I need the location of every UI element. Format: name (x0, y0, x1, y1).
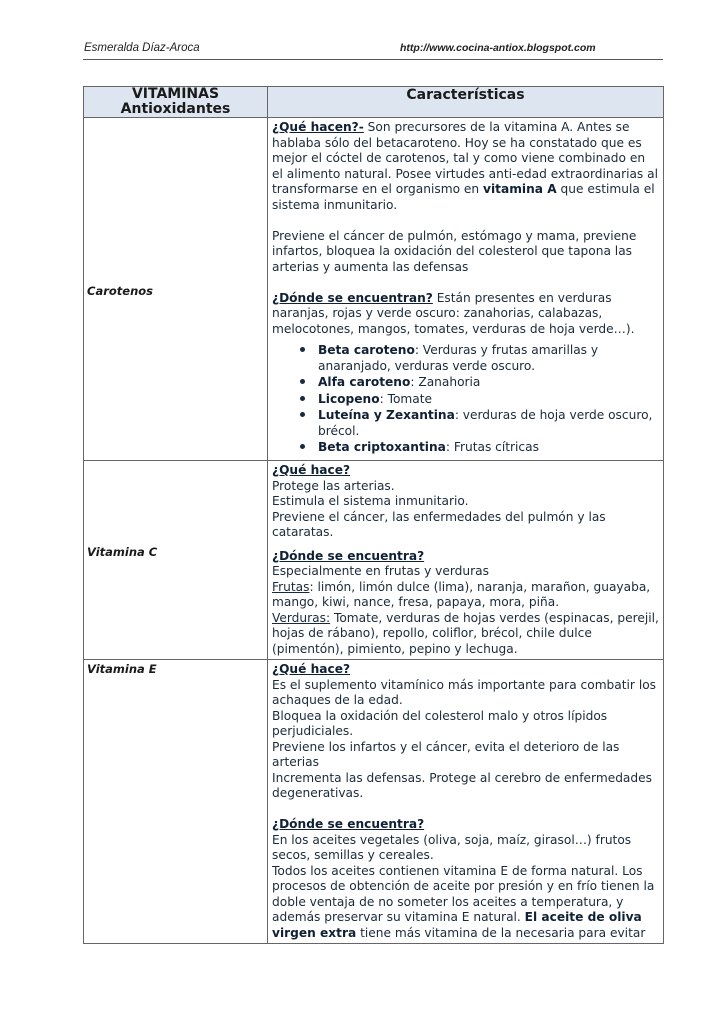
vitamins-table (83, 86, 664, 944)
header-url[interactable]: http://www.cocina-antiox.blogspot.com (400, 42, 596, 54)
row-label-vitamina-e: Vitamina E (87, 662, 157, 676)
header-author: Esmeralda Díaz-Aroca (84, 42, 200, 54)
vite-paragraph-3: Todos los aceites contienen vitamina E de forma natural. Los procesos de obtención de aceite por presión y en frío tienen la doble ventaja de no someter los aceites a temperatura, y además preservar su vitamina E natural. El aceite de oliva virgen extra tiene más vitamina de la necesaria para evitar (272, 863, 655, 940)
row-label-cell (84, 660, 268, 944)
carotenos-paragraph-2: Previene el cáncer de pulmón, estómago y mama, previene infartos, bloquea la oxidación del colesterol que tapona las arterias y aumenta las defensas (272, 228, 637, 274)
vitc-question-1: ¿Qué hace? (272, 463, 351, 477)
vitamina-e-content: ¿Qué hace? Es el suplemento vitamínico más importante para combatir los achaques de la edad. Bloquea la oxidación del colesterol malo y otros lípidos perjudiciales. Previene los infartos y el cáncer, evita el deterioro de las arterias Incrementa las defensas. Protege al cerebro de enfermedades degenerativas. ¿Dónde se encuentra? En los aceites vegetales (oliva, soja, maíz, girasol…) frutos secos, semillas y cereales. Todos los aceites contienen vitamina E de forma natural. Los procesos de obtención de aceite por presión y en frío tienen la doble ventaja de no someter los aceites a temperatura, y además preservar su vitamina E natural. El aceite de oliva virgen extra tiene más vitamina de la necesaria para evitar (268, 660, 664, 944)
col1-header-line2: Antioxidantes (120, 101, 231, 117)
col2-header: Características (268, 87, 664, 118)
table-row (84, 660, 664, 944)
carotenos-list (272, 342, 659, 456)
vitc-verduras: Verduras: Tomate, verduras de hojas verdes (espinacas, perejil, hojas de rábano), repollo, coliflor, brécol, chile dulce (pimentón), pimiento, pepino y lechuga. (272, 610, 659, 656)
table-row (84, 118, 664, 461)
vitc-frutas: Frutas: limón, limón dulce (lima), naranja, marañon, guayaba, mango, kiwi, nance, fresa, papaya, mora, piña. (272, 579, 651, 609)
vitamina-c-content: ¿Qué hace? Protege las arterias. Estimula el sistema inmunitario. Previene el cáncer, las enfermedades del pulmón y las cataratas. ¿Dónde se encuentra? Especialmente en frutas y verduras Frutas: limón, limón dulce (lima), naranja, marañon, guayaba, mango, kiwi, nance, fresa, papaya, mora, piña. Verduras: Tomate, verduras de hojas verdes (espinacas, perejil, hojas de rábano), repollo, coliflor, brécol, chile dulce (pimentón), pimiento, pepino y lechuga. (268, 461, 664, 660)
list-item: • Licopeno: Tomate (316, 391, 659, 408)
list-item: • Beta criptoxantina: Frutas cítricas (316, 439, 659, 456)
table-header-row (84, 87, 664, 118)
carotenos-question-1: ¿Qué hacen?- (272, 120, 364, 134)
carotenos-paragraph-3: ¿Dónde se encuentran? Están presentes en verduras naranjas, rojas y verde oscuro: zanahorias, calabazas, melocotones, mangos, tomates, verduras de hoja verde…). (272, 290, 635, 336)
table-row (84, 461, 664, 660)
row-label-carotenos: Carotenos (87, 284, 154, 298)
carotenos-paragraph-1: ¿Qué hacen?- Son precursores de la vitamina A. Antes se hablaba sólo del betacaroteno. Hoy se ha constatado que es mejor el cóctel de carotenos, tal y como viene combinado en el alimento natural. Posee virtudes anti-edad extraordinarias al transformarse en el organismo en vitamina A que estimula el sistema inmunitario. (272, 120, 659, 212)
col1-header (84, 87, 268, 118)
col1-header-line1: VITAMINAS (131, 86, 220, 102)
row-label-vitamina-c: Vitamina C (87, 545, 158, 559)
list-item: • Luteína y Zexantina: verduras de hoja verde oscuro, brécol. (316, 407, 659, 439)
vite-question-2: ¿Dónde se encuentra? (272, 817, 425, 831)
row-label-cell (84, 461, 268, 660)
list-item: • Beta caroteno: Verduras y frutas amarillas y anaranjado, verduras verde oscuro. (316, 342, 659, 374)
row-label-cell (84, 118, 268, 461)
carotenos-content (268, 118, 664, 461)
carotenos-question-2: ¿Dónde se encuentran? (272, 290, 433, 305)
vitc-question-2: ¿Dónde se encuentra? (272, 548, 425, 563)
vite-question-1: ¿Qué hace? (272, 662, 351, 676)
header-divider (83, 59, 663, 60)
list-item: • Alfa caroteno: Zanahoria (316, 374, 659, 391)
